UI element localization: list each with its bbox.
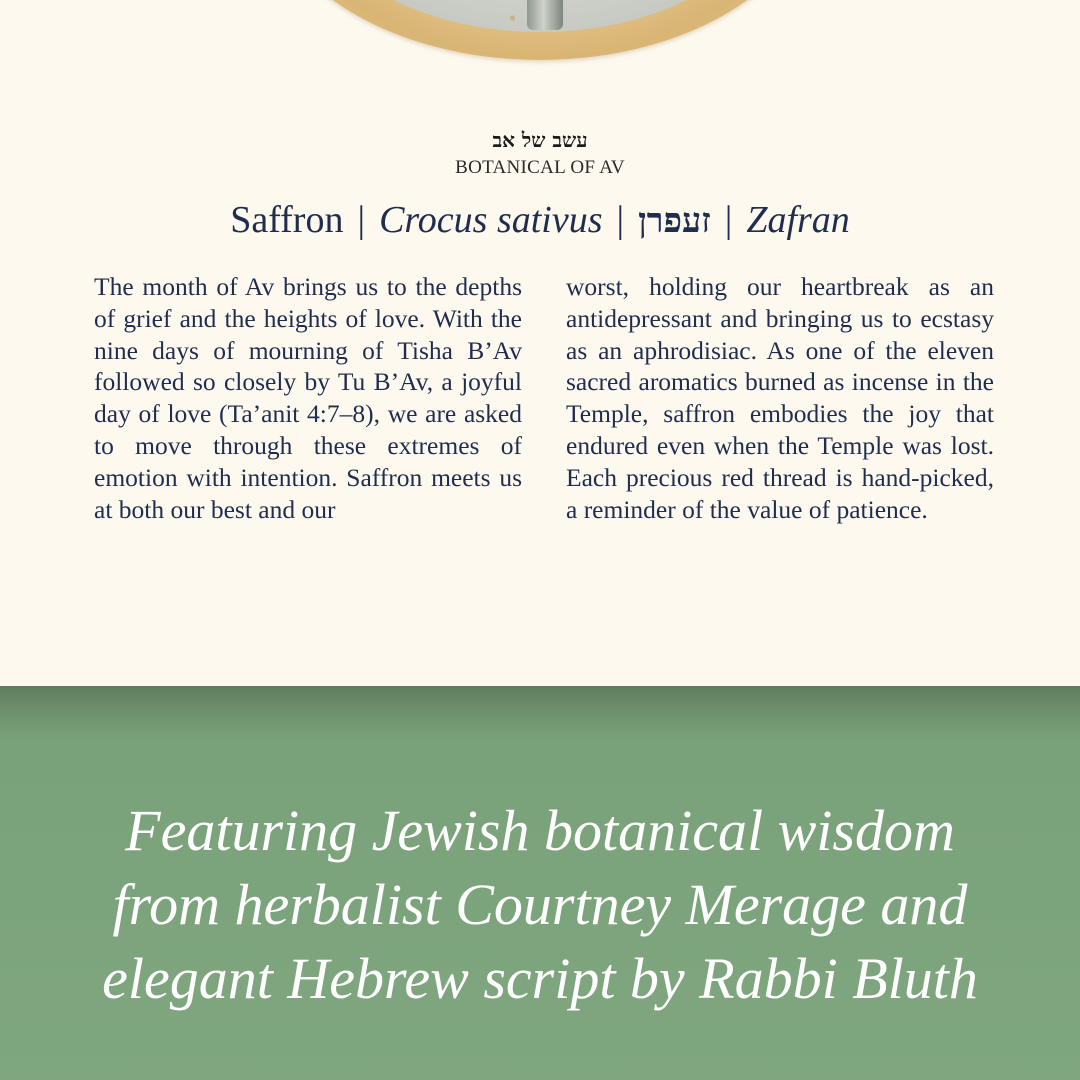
promo-banner <box>0 686 1080 1080</box>
subtitle: BOTANICAL OF AV <box>455 157 625 178</box>
hebrew-name: זעפרן <box>638 201 711 241</box>
common-name: Saffron <box>230 199 344 241</box>
other-name: Zafran <box>746 199 850 241</box>
banner-line-1: Featuring Jewish botanical wisdom <box>125 798 955 863</box>
hebrew-title: עשב של אב <box>492 128 588 152</box>
name-separator: | <box>357 199 366 241</box>
gold-leaf-texture <box>265 0 815 60</box>
plant-name-line <box>0 198 1080 242</box>
banner-line-2: from herbalist Courtney Merage and <box>112 872 968 937</box>
body-text-left: The month of Av brings us to the depths of grief and the heights of love. With the nine days of mourning of Tisha B’Av followed so closely by Tu B’Av, a joyful day of love (Ta’anit 4:7–8), we are asked to move through these extremes of emotion with intention. Saffron meets us at both our best and our <box>94 272 522 524</box>
gold-frame-illustration <box>265 0 815 60</box>
scientific-name: Crocus sativus <box>379 199 603 241</box>
name-separator: | <box>616 199 625 241</box>
banner-line-3: elegant Hebrew script by Rabbi Bluth <box>102 946 978 1011</box>
name-separator: | <box>724 199 733 241</box>
banner-text <box>40 794 1040 1016</box>
body-text-right: worst, holding our heartbreak as an antidepressant and bringing us to ecstasy as an aphrodisiac. As one of the eleven sacred aromatics burned as incense in the Temple, saffron embodies the joy that endured even when the Temple was lost. Each precious red thread is hand-picked, a reminder of the value of patience. <box>566 272 994 524</box>
